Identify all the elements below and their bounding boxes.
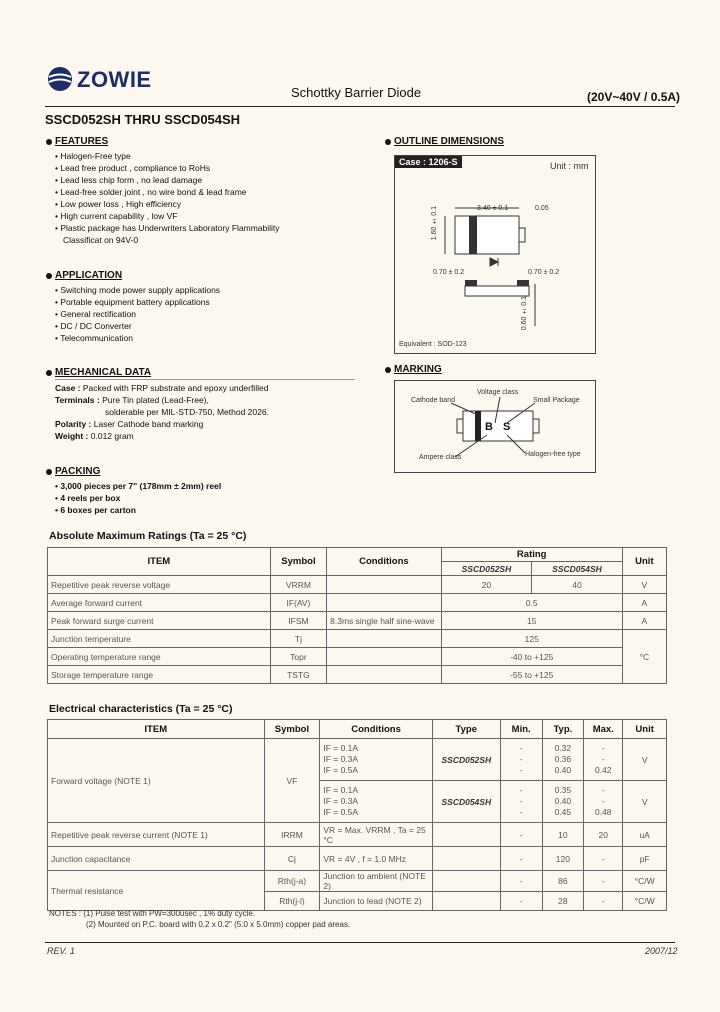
list-item: • Halogen-Free type <box>55 151 131 161</box>
col-rating: Rating <box>441 548 622 562</box>
packing-heading: PACKING <box>55 466 101 477</box>
list-item: • Plastic package has Underwriters Laboratory Flammability <box>55 223 280 233</box>
table-row: Operating temperature range Topr -40 to +125 <box>48 648 667 666</box>
table-row: Junction capacitance Cj VR = 4V , f = 1.0 MHz - 120 - pF <box>48 847 667 871</box>
abs-max-table <box>47 547 667 684</box>
table-row: Rth(j-l) Junction to lead (NOTE 2) - 28 - °C/W <box>48 892 667 911</box>
unit-label: Unit : mm <box>550 161 589 171</box>
list-item: • Low power loss , High efficiency <box>55 199 182 209</box>
col-conditions: Conditions <box>327 548 442 576</box>
bullet-icon <box>46 469 52 475</box>
cathode-band-label: Cathode band <box>411 397 455 404</box>
list-item: • 4 reels per box <box>55 493 121 503</box>
dim-br: 0.70 ± 0.2 <box>528 269 560 276</box>
date: 2007/12 <box>645 946 678 956</box>
revision: REV. 1 <box>47 946 75 956</box>
bullet-icon <box>46 139 52 145</box>
logo <box>47 66 157 94</box>
list-item: • 6 boxes per carton <box>55 505 136 515</box>
marking-heading: MARKING <box>394 364 442 375</box>
equivalent-label: Equivalent : SOD-123 <box>399 341 467 348</box>
elec-title: Electrical characteristics (Ta = 25 °C) <box>49 703 233 715</box>
list-item: • High current capability , low VF <box>55 211 178 221</box>
rating-summary: (20V~40V / 0.5A) <box>587 90 681 104</box>
packing-list <box>55 480 221 516</box>
note-1: NOTES : (1) Pulse test with PW=300usec , 1% duty cycle. <box>49 909 256 918</box>
note-2: (2) Mounted on P.C. board with 0.2 x 0.2" (5.0 x 5.0mm) copper pad areas. <box>86 920 351 929</box>
dim-top: 3.40 ± 0.1 <box>477 205 509 212</box>
table-row: Junction temperature Tj 125 °C <box>48 630 667 648</box>
outline-heading: OUTLINE DIMENSIONS <box>394 136 505 147</box>
features-list <box>55 150 280 246</box>
table-row: Peak forward surge current IFSM 8.3ms single half sine-wave 15 A <box>48 612 667 630</box>
bullet-icon <box>46 370 52 376</box>
list-item: • General rectification <box>55 309 136 319</box>
ampere-class-label: Ampere class <box>419 454 462 461</box>
halogen-free-label: Halogen-free type <box>525 451 581 458</box>
mechanical-data: Case : Packed with FRP substrate and epoxy underfilled Terminals : Pure Tin plated (Lead-Free), solderable per MIL-STD-750, Method 2026. Polarity : Laser Cathode band marking Weight : 0.012 gram <box>55 383 269 441</box>
list-item: • Lead free product , compliance to RoHs <box>55 163 211 173</box>
abs-max-title: Absolute Maximum Ratings (Ta = 25 °C) <box>49 530 247 542</box>
col-symbol: Symbol <box>270 548 326 576</box>
list-item: Classificat on 94V-0 <box>63 235 139 245</box>
dim-right: 0.05 <box>535 205 549 212</box>
chip-text-1: B <box>485 421 493 433</box>
marking-diagram-box <box>394 380 596 473</box>
voltage-class-label: Voltage class <box>477 389 519 396</box>
dim-bl: 0.70 ± 0.2 <box>433 269 465 276</box>
table-row: Forward voltage (NOTE 1) VF IF = 0.1A IF = 0.3A IF = 0.5A SSCD052SH - - - 0.32 0.36 0.40 - - 0.42 V <box>48 739 667 781</box>
col-p1: SSCD052SH <box>441 562 532 576</box>
dim-h: 0.60 ± 0.1 <box>521 296 528 331</box>
bullet-icon <box>46 273 52 279</box>
table-row: Thermal resistance Rth(j-a) Junction to ambient (NOTE 2) - 86 - °C/W <box>48 871 667 892</box>
col-p2: SSCD054SH <box>532 562 623 576</box>
small-package-label: Small Package <box>533 397 580 404</box>
product-type: Schottky Barrier Diode <box>291 85 422 100</box>
list-item: • Telecommunication <box>55 333 133 343</box>
part-range-title: SSCD052SH THRU SSCD054SH <box>45 112 241 127</box>
dim-left: 1.60 ± 0.1 <box>431 206 438 241</box>
table-row: Repetitive peak reverse voltage VRRM 20 40 V <box>48 576 667 594</box>
table-row: IF = 0.1A IF = 0.3A IF = 0.5A SSCD054SH - - - 0.35 0.40 0.45 - - 0.48 V <box>48 781 667 823</box>
list-item: • Switching mode power supply applications <box>55 285 221 295</box>
mechanical-heading: MECHANICAL DATA <box>55 367 152 378</box>
list-item: • Lead less chip form , no lead damage <box>55 175 203 185</box>
logo-text: ZOWIE <box>77 67 152 92</box>
footer-rule <box>45 942 675 943</box>
col-unit: Unit <box>622 548 666 576</box>
table-row: Average forward current IF(AV) 0.5 A <box>48 594 667 612</box>
header-rule <box>45 106 675 107</box>
bullet-icon <box>385 139 391 145</box>
case-label: Case : 1206-S <box>395 156 462 168</box>
list-item: • DC / DC Converter <box>55 321 132 331</box>
table-row: Storage temperature range TSTG -55 to +125 <box>48 666 667 684</box>
list-item: • Portable equipment battery applications <box>55 297 210 307</box>
outline-drawing <box>395 176 593 346</box>
list-item: • 3,000 pieces per 7" (178mm ± 2mm) reel <box>55 481 222 491</box>
table-row: Repetitive peak reverse current (NOTE 1) IRRM VR = Max. VRRM , Ta = 25 °C - 10 20 uA <box>48 823 667 847</box>
col-item: ITEM <box>48 548 271 576</box>
mechanical-rule <box>55 379 355 380</box>
outline-diagram-box <box>394 155 596 354</box>
application-list <box>55 284 220 344</box>
elec-table: ITEM Symbol Conditions Type Min. Typ. Max. Unit Forward voltage (NOTE 1) VF IF = 0.1A IF = 0.3A IF = 0.5A SSCD052SH - - - 0.32 0.36 0.40 - - 0.42 V IF = 0.1A IF = 0.3A IF = 0.5A SSCD054SH - - - 0.35 0.40 0.45 - - 0.48 V Repetitive peak reverse current (NOTE 1) IRRM VR = Max. VRRM , Ta = 25 °C - 10 20 uA Junction capacitance Cj VR = 4V , f = 1.0 MHz - 120 - pF Thermal resistance Rth(j-a) Junction to ambient (NOTE 2) - 86 - °C/W Rth(j-l) Junction to lead (NOTE 2) - 28 - °C/W <box>47 719 667 911</box>
application-heading: APPLICATION <box>55 270 123 281</box>
logo-globe-icon <box>47 66 73 92</box>
bullet-icon <box>385 367 391 373</box>
list-item: • Lead-free solder joint , no wire bond & lead frame <box>55 187 247 197</box>
chip-text-2: S <box>503 421 511 433</box>
features-heading: FEATURES <box>55 136 109 147</box>
